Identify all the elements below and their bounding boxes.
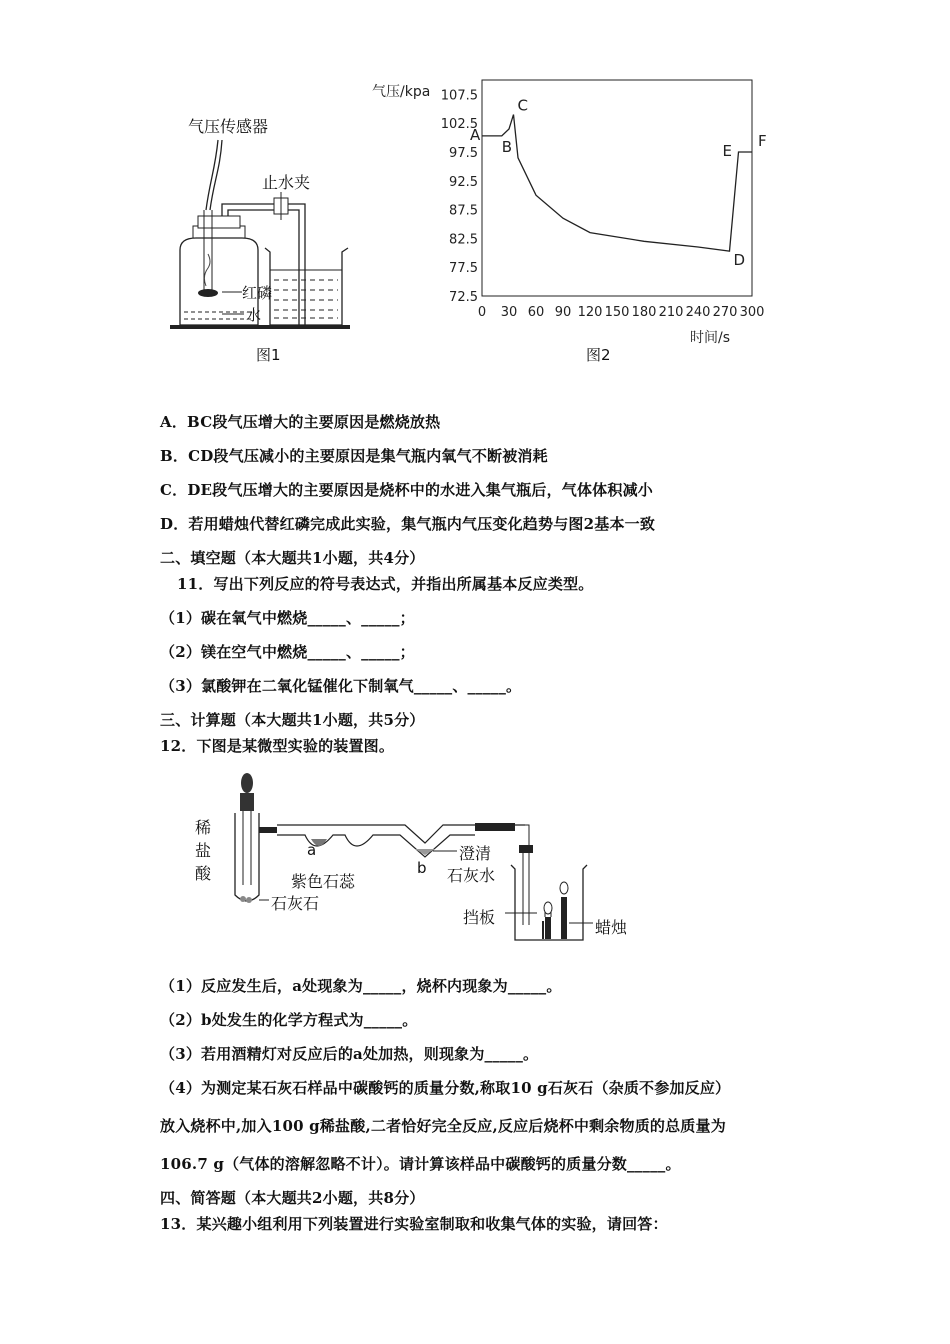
- limestone-label: 石灰石: [271, 894, 320, 913]
- x-tick-label: 210: [658, 305, 684, 320]
- baffle-label: 挡板: [463, 908, 496, 927]
- y-tick-label: 92.5: [449, 174, 478, 190]
- y-tick-label: 82.5: [449, 232, 478, 248]
- q11-item-2: （2）镁在空气中燃烧_____、_____；: [160, 643, 415, 661]
- x-tick-label: 60: [527, 305, 545, 320]
- x-tick-label: 30: [500, 305, 518, 320]
- figure-2: [370, 72, 780, 372]
- section-2-heading: 二、填空题（本大题共1小题，共4分）: [160, 549, 425, 567]
- pressure-series-line: [482, 115, 752, 252]
- clamp-label: 止水夹: [262, 173, 311, 192]
- q12-item-1: （1）反应发生后，a处现象为_____，烧杯内现象为_____。: [160, 977, 562, 995]
- option-c: C．DE段气压增大的主要原因是烧杯中的水进入集气瓶后，气体体积减小: [160, 481, 653, 499]
- question-11: 11．写出下列反应的符号表达式，并指出所属基本反应类型。: [177, 575, 594, 593]
- y-tick-label: 77.5: [449, 261, 478, 277]
- pressure-chart: [370, 72, 780, 372]
- x-tick-label: 90: [554, 305, 572, 320]
- x-axis-title: 时间/s: [690, 330, 731, 346]
- point-label-e: E: [722, 142, 732, 160]
- figure-3-drawing: [185, 765, 645, 950]
- question-13: 13．某兴趣小组利用下列装置进行实验室制取和收集气体的实验，请回答：: [160, 1215, 668, 1233]
- candle-label: 蜡烛: [595, 918, 628, 937]
- q12-item-4: （4）为测定某石灰石样品中碳酸钙的质量分数,称取10 g石灰石（杂质不参加反应）: [160, 1079, 731, 1097]
- figure-1-drawing: [160, 100, 370, 370]
- litmus-label: 紫色石蕊: [291, 872, 356, 891]
- section-3-heading: 三、计算题（本大题共1小题，共5分）: [160, 711, 425, 729]
- point-label-f: F: [758, 132, 767, 150]
- water-label: 水: [246, 306, 262, 324]
- option-b: B．CD段气压减小的主要原因是集气瓶内氧气不断被消耗: [160, 447, 548, 465]
- acid-label-3: 酸: [195, 864, 212, 883]
- section-4-heading: 四、简答题（本大题共2小题，共8分）: [160, 1189, 425, 1207]
- q12-item-2: （2）b处发生的化学方程式为_____。: [160, 1011, 418, 1029]
- x-tick-label: 270: [712, 305, 738, 320]
- limewater-label-1: 澄清: [459, 844, 492, 863]
- y-tick-label: 87.5: [449, 203, 478, 219]
- x-tick-label: 180: [631, 305, 657, 320]
- y-tick-label: 102.5: [440, 117, 478, 133]
- figure-1: [160, 100, 370, 370]
- point-label-b: B: [501, 137, 513, 156]
- y-tick-label: 107.5: [440, 88, 478, 104]
- limewater-label-2: 石灰水: [447, 866, 496, 885]
- x-tick-label: 300: [739, 305, 765, 320]
- phosphorus-label: 红磷: [242, 284, 273, 302]
- option-d: D．若用蜡烛代替红磷完成此实验，集气瓶内气压变化趋势与图2基本一致: [160, 515, 656, 533]
- q11-item-1: （1）碳在氧气中燃烧_____、_____；: [160, 609, 415, 627]
- figure-3: [185, 765, 645, 950]
- q12-item-4-cont-1: 放入烧杯中,加入100 g稀盐酸,二者恰好完全反应,反应后烧杯中剩余物质的总质量为: [160, 1117, 726, 1135]
- x-tick-label: 120: [577, 305, 603, 320]
- question-12: 12．下图是某微型实验的装置图。: [160, 737, 395, 755]
- b-label: b: [417, 859, 427, 877]
- y-tick-label: 72.5: [449, 290, 478, 305]
- x-tick-label: 0: [477, 305, 487, 320]
- q12-item-3: （3）若用酒精灯对反应后的a处加热，则现象为_____。: [160, 1045, 539, 1063]
- point-label-a: A: [470, 125, 481, 144]
- point-label-c: C: [517, 96, 528, 115]
- figure-2-caption: 图2: [586, 346, 611, 364]
- point-label-d: D: [733, 251, 746, 270]
- x-tick-label: 240: [685, 305, 711, 320]
- sensor-label: 气压传感器: [188, 117, 269, 136]
- option-a: A．BC段气压增大的主要原因是燃烧放热: [160, 413, 441, 431]
- q11-item-3: （3）氯酸钾在二氧化锰催化下制氧气_____、_____。: [160, 677, 522, 695]
- q12-item-4-cont-2: 106.7 g（气体的溶解忽略不计）。请计算该样品中碳酸钙的质量分数_____。: [160, 1155, 681, 1173]
- y-tick-label: 97.5: [449, 146, 478, 161]
- acid-label-1: 稀: [195, 818, 212, 837]
- acid-label-2: 盐: [195, 841, 212, 860]
- y-axis-title: 气压/kpa: [372, 84, 431, 100]
- a-label: a: [307, 841, 317, 859]
- x-tick-label: 150: [604, 305, 630, 320]
- figure-1-caption: 图1: [256, 346, 281, 364]
